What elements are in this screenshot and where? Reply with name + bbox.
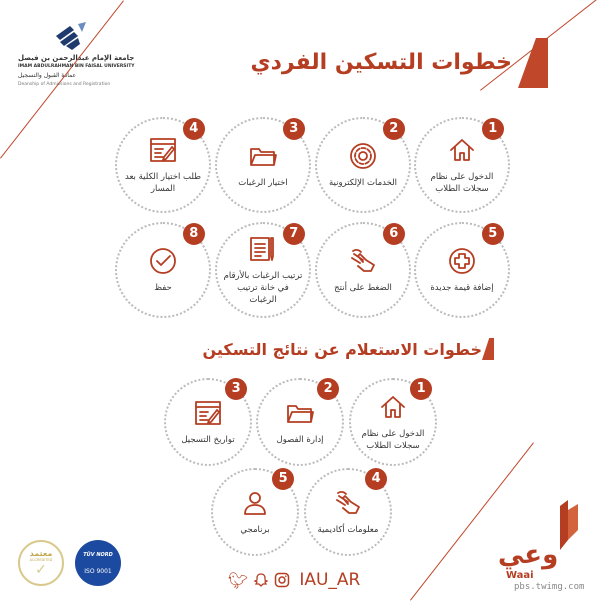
- accreditation-badge: معتمد ACCREDITED ✓: [18, 540, 64, 586]
- hand-tap-icon: [333, 488, 363, 518]
- waai-brand-ar: وعي: [498, 540, 559, 570]
- step-label: الضغط على أنتج: [334, 283, 392, 293]
- folder-icon: [248, 141, 278, 171]
- home-icon: [447, 135, 477, 165]
- step-label: برنامجي: [240, 525, 270, 535]
- social-handle[interactable]: IAU_AR: [299, 570, 361, 590]
- form-edit-icon: [148, 135, 178, 165]
- step-number-badge: 5: [272, 468, 294, 490]
- check-icon: ✓: [35, 561, 47, 578]
- step-number-badge: 4: [183, 118, 205, 140]
- waai-brand-en: Waai: [506, 570, 534, 581]
- folder-icon: [285, 398, 315, 428]
- instagram-icon[interactable]: [274, 572, 290, 588]
- iso-badge: TÜV NORD ISO 9001: [75, 540, 121, 586]
- step-label: اختيار الرغبات: [238, 178, 288, 188]
- social-bar: [228, 570, 360, 590]
- step-number-badge: 3: [225, 378, 247, 400]
- step-number-badge: 2: [383, 118, 405, 140]
- step-label: الدخول على نظام سجلات الطلاب: [430, 172, 494, 194]
- waai-logo-icon: [556, 500, 580, 550]
- checklist-icon: [248, 234, 278, 264]
- step-label: الدخول على نظام سجلات الطلاب: [361, 429, 425, 451]
- step-label: الخدمات الإلكترونية: [328, 178, 398, 188]
- step-number-badge: 4: [365, 468, 387, 490]
- step-number-badge: 3: [283, 118, 305, 140]
- step-label: حفظ: [154, 283, 172, 293]
- snapchat-icon[interactable]: [253, 572, 269, 588]
- step-label: ترتيب الرغبات بالأرقام في خانة ترتيب الرغبات: [223, 271, 303, 305]
- title-flag: [518, 38, 548, 88]
- section2-title: خطوات الاستعلام عن نتائج التسكين: [202, 340, 482, 359]
- home-icon: [378, 392, 408, 422]
- hand-tap-icon: [348, 246, 378, 276]
- step-label: تواريخ التسجيل: [181, 435, 235, 445]
- watermark: pbs.twimg.com: [514, 582, 585, 592]
- step-number-badge: 2: [317, 378, 339, 400]
- step-label: إدارة الفصول: [276, 435, 324, 445]
- gear-icon: [348, 141, 378, 171]
- title-flag: [482, 338, 494, 360]
- step-number-badge: 8: [183, 223, 205, 245]
- step-number-badge: 1: [410, 378, 432, 400]
- plus-icon: [447, 246, 477, 276]
- user-icon: [240, 488, 270, 518]
- check-icon: [148, 246, 178, 276]
- step-label: إضافة قيمة جديدة: [430, 283, 494, 293]
- step-number-badge: 5: [482, 223, 504, 245]
- section1-title: خطوات التسكين الفردي: [250, 50, 512, 75]
- step-number-badge: 6: [383, 223, 405, 245]
- form-edit-icon: [193, 398, 223, 428]
- step-label: معلومات أكاديمية: [317, 525, 379, 535]
- step-number-badge: 7: [283, 223, 305, 245]
- university-logo-icon: [52, 22, 88, 50]
- twitter-icon[interactable]: 🐦︎: [228, 570, 249, 590]
- step-label: طلب اختيار الكلية بعد المسار: [125, 172, 201, 194]
- step-number-badge: 1: [482, 118, 504, 140]
